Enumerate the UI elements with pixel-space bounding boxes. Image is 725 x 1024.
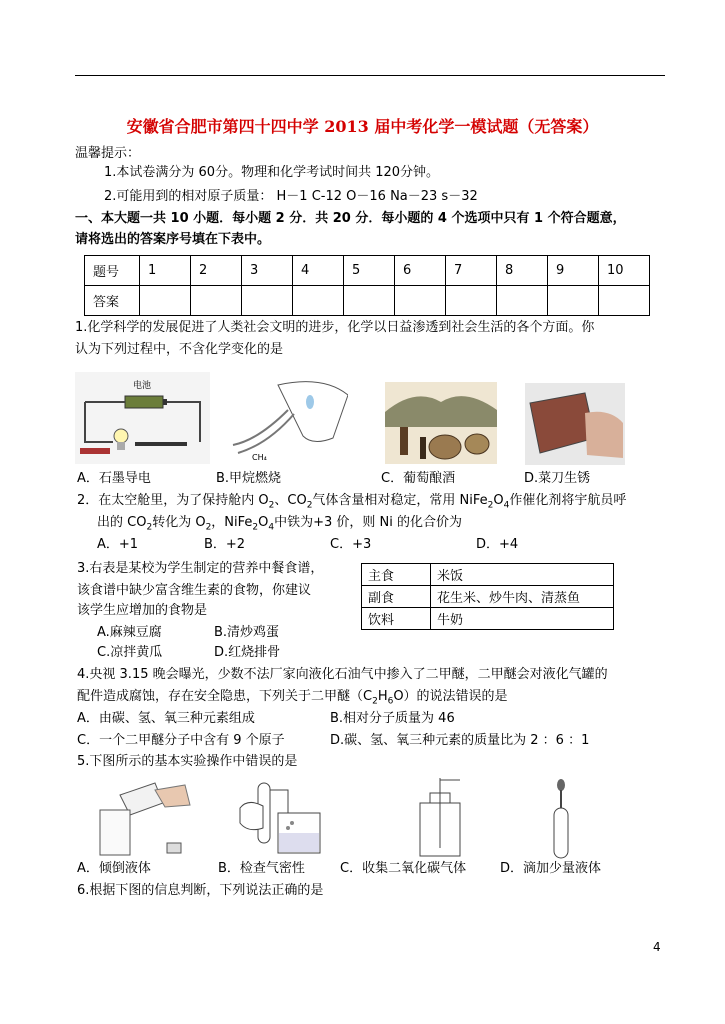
q4-stem-line-2: 配件造成腐蚀，存在安全隐患，下列关于二甲醚$(C_2H_6O)$的说法错误的是 — [77, 689, 508, 707]
methane-combustion-image — [228, 370, 348, 462]
answer-cell[interactable] — [599, 286, 650, 316]
page-title: 安徽省合肥市第四十四中学 2013 届中考化学一模试题（无答案） — [126, 117, 599, 136]
answer-cell[interactable] — [344, 286, 395, 316]
menu-table — [361, 563, 614, 630]
q4-option-c: C．一个二甲醚分子中含有 9 个原子 — [77, 733, 285, 748]
table-cell: 米饭 — [431, 564, 614, 586]
q3-option-a: A.麻辣豆腐 — [97, 625, 162, 640]
answer-cell[interactable] — [395, 286, 446, 316]
table-cell: 6 — [395, 256, 446, 286]
notice-heading: 温馨提示： — [75, 146, 141, 161]
battery-label: 电池 — [133, 381, 152, 391]
q2-option-a: A．+1 — [97, 537, 139, 552]
answer-cell[interactable] — [293, 286, 344, 316]
q1-option-a: A．石墨导电 — [77, 471, 151, 486]
graphite-circuit-image — [75, 372, 210, 464]
table-row — [362, 608, 614, 630]
q3-option-b: B.清炒鸡蛋 — [214, 625, 280, 640]
q3-option-d: D.红烧排骨 — [214, 645, 281, 660]
q1-stem-line-1: 1.化学科学的发展促进了人类社会文明的进步，化学以日益渗透到社会生活的各个方面。你 — [75, 320, 595, 335]
table-cell: 9 — [548, 256, 599, 286]
table-cell: 饮料 — [362, 608, 431, 630]
q2-option-d: D．+4 — [476, 537, 519, 552]
answer-cell[interactable] — [446, 286, 497, 316]
q4-option-d: D.碳、氢、氧三种元素的质量比为 2 ：6 ：1 — [330, 733, 590, 748]
q3-stem-line-2: 该食谱中缺少富含维生素的食物，你建议 — [77, 583, 312, 598]
q5-option-a: A．倾倒液体 — [77, 861, 151, 876]
dropper-image — [548, 778, 578, 860]
header-rule — [75, 75, 665, 76]
q4-option-b: B.相对分子质量为 46 — [330, 711, 455, 726]
q1-option-b: B.甲烷燃烧 — [216, 471, 282, 486]
table-cell: 答案 — [85, 286, 140, 316]
table-row — [362, 564, 614, 586]
q4-option-a: A．由碳、氢、氧三种元素组成 — [77, 711, 255, 726]
q3-stem-line-3: 该学生应增加的食物是 — [77, 603, 208, 618]
table-cell: 7 — [446, 256, 497, 286]
q2-option-b: B．+2 — [204, 537, 246, 552]
answer-cell[interactable] — [242, 286, 293, 316]
table-row — [85, 256, 650, 286]
table-cell: 8 — [497, 256, 548, 286]
table-cell: 4 — [293, 256, 344, 286]
table-cell: 主食 — [362, 564, 431, 586]
pouring-liquid-image — [95, 775, 195, 860]
answer-cell[interactable] — [548, 286, 599, 316]
q1-option-d: D.菜刀生锈 — [524, 471, 591, 486]
table-cell: 牛奶 — [431, 608, 614, 630]
q2-stem-line-2: 出的 $CO_2$转化为 $O_2$，$NiFe_2O_4$中铁为+3 价，则 Ni 的化合价为 — [97, 515, 463, 533]
airtightness-check-image — [238, 778, 328, 860]
q5-option-d: D．滴加少量液体 — [500, 861, 602, 876]
answer-cell[interactable] — [497, 286, 548, 316]
q5-option-b: B．检查气密性 — [218, 861, 305, 876]
q1-option-c: C．葡萄酿酒 — [381, 471, 456, 486]
q3-stem-line-1: 3.右表是某校为学生制定的营养中餐食谱， — [77, 561, 324, 576]
answer-cell[interactable] — [191, 286, 242, 316]
section1-instruction-2: 请将选出的答案序号填在下表中。 — [75, 232, 271, 247]
ch4-label: CH₄ — [252, 453, 267, 462]
co2-collection-image — [410, 778, 470, 858]
q4-stem-line-1: 4.央视 3.15 晚会曝光，少数不法厂家向液化石油气中掺入了二甲醚，二甲醚会对液化气罐的 — [77, 667, 608, 682]
table-cell: 5 — [344, 256, 395, 286]
q2-option-c: C．+3 — [330, 537, 372, 552]
q2-stem-line-1: 2．在太空舱里，为了保持舱内 $O_2$、$CO_2$气体含量相对稳定，常用 $NiFe_2O_4$作催化剂将宇航员呼 — [77, 493, 627, 511]
table-cell: 2 — [191, 256, 242, 286]
q1-stem-line-2: 认为下列过程中，不含化学变化的是 — [75, 342, 284, 357]
table-row — [362, 586, 614, 608]
answer-cell[interactable] — [140, 286, 191, 316]
notice-item-2: 2.可能用到的相对原子质量： H－1 C-12 O－16 Na－23 s－32 — [104, 189, 478, 204]
q5-stem: 5.下图所示的基本实验操作中错误的是 — [77, 754, 298, 769]
table-cell: 题号 — [85, 256, 140, 286]
section1-instruction-1: 一、本大题一共 10 小题．每小题 2 分．共 20 分．每小题的 4 个选项中只有 1 个符合题意， — [75, 211, 626, 226]
table-row — [85, 286, 650, 316]
rusty-knife-image — [525, 383, 625, 465]
table-cell: 10 — [599, 256, 650, 286]
page-number: 4 — [653, 940, 661, 954]
table-cell: 3 — [242, 256, 293, 286]
q3-option-c: C.凉拌黄瓜 — [97, 645, 163, 660]
answer-table — [84, 255, 650, 316]
table-cell: 副食 — [362, 586, 431, 608]
q5-option-c: C．收集二氧化碳气体 — [340, 861, 467, 876]
table-cell: 1 — [140, 256, 191, 286]
notice-item-1: 1.本试卷满分为 60分。物理和化学考试时间共 120分钟。 — [104, 165, 440, 180]
wine-making-image — [385, 382, 497, 464]
table-cell: 花生米、炒牛肉、清蒸鱼 — [431, 586, 614, 608]
q6-stem: 6.根据下图的信息判断，下列说法正确的是 — [77, 883, 324, 898]
